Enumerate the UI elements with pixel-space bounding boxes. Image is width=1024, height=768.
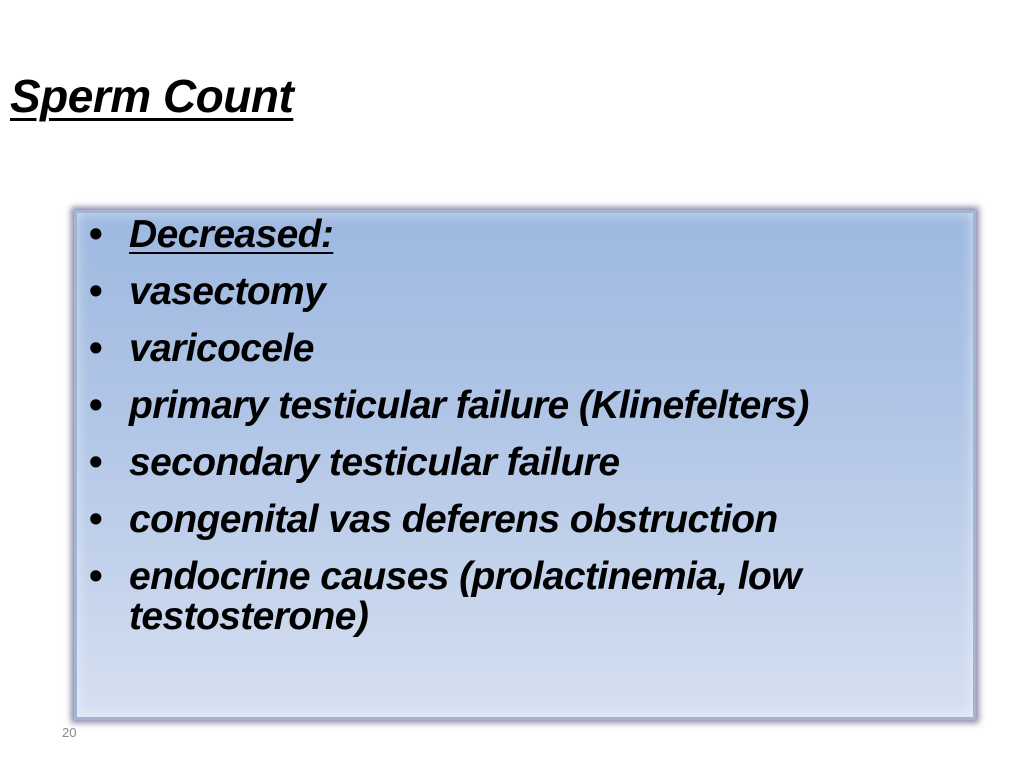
bullet-text: congenital vas deferens obstruction [129,498,778,541]
bullet-dot-icon: • [89,213,103,256]
bullet-dot-icon: • [89,441,103,484]
content-box [74,210,976,720]
bullet-text: primary testicular failure (Klinefelters) [129,384,809,427]
bullet-text: secondary testicular failure [129,441,620,484]
bullet-dot-icon: • [89,555,103,598]
bullet-item-congenital-obstruction [87,500,967,540]
bullet-dot-icon: • [89,384,103,427]
bullet-item-secondary-failure [87,443,967,483]
bullet-list [87,215,967,654]
bullet-dot-icon: • [89,498,103,541]
bullet-item-decreased [87,215,967,255]
bullet-text: endocrine causes (prolactinemia, low testosterone) [129,555,801,638]
bullet-text: Decreased: [129,213,334,256]
bullet-text: varicocele [129,327,314,370]
bullet-text: vasectomy [129,270,326,313]
bullet-dot-icon: • [89,270,103,313]
page-number: 20 [62,725,77,740]
bullet-dot-icon: • [89,327,103,370]
slide-title: Sperm Count [10,70,294,122]
bullet-item-primary-failure [87,386,967,426]
bullet-item-varicocele [87,329,967,369]
bullet-item-vasectomy [87,272,967,312]
bullet-item-endocrine-causes [87,557,967,637]
